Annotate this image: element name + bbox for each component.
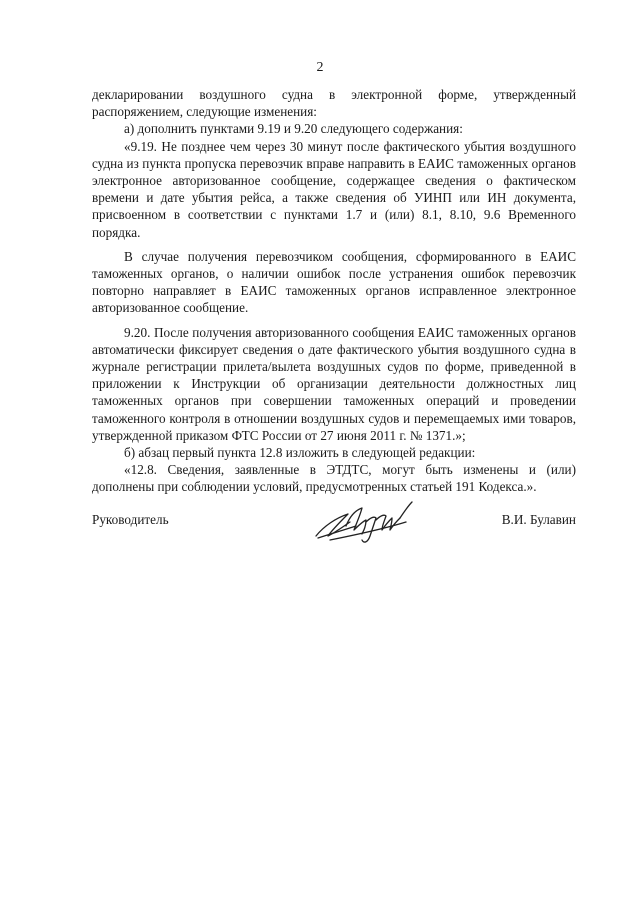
paragraph-item-b: б) абзац первый пункта 12.8 изложить в следующей редакции: [124,445,476,461]
paragraph-continuation: декларировании воздушного судна в электронной форме, утвержденный распоряжением, следующие изменения: [92,87,576,120]
paragraph-9-20: 9.20. После получения авторизованного сообщения ЕАИС таможенных органов автоматически фиксирует сведения о дате фактического убытия воздушного судна в журнале регистрации прилета/вылета воздушных судов по форме, приведенной в приложении к Инструкции об организации деятельности должностных лиц таможенных органов при совершении таможенных операций и проведении таможенного контроля в отношении воздушных судов и перемещаемых ими товаров, утвержденной приказом ФТС России от 27 июня 2011 г. № 1371.»; [92,324,576,443]
document-body [92,86,576,496]
signature-block [92,496,576,556]
handwritten-signature [310,496,420,546]
page-number: 2 [316,60,324,75]
paragraph-9-19: «9.19. Не позднее чем через 30 минут после фактического убытия воздушного судна из пункта пропуска перевозчик вправе направить в ЕАИС таможенных органов электронное авторизованное сообщение, содержащее сведения о фактическом времени и дате убытия рейса, а также сведения об УИНП или ИН документа, присвоенном в соответствии с пунктами 1.7 и (или) 8.1, 8.10, 9.6 Временного порядка. [92,138,576,240]
signatory-name: В.И. Булавин [501,512,576,527]
signatory-title: Руководитель [92,512,169,527]
paragraph-errors: В случае получения перевозчиком сообщения, сформированного в ЕАИС таможенных органов, о наличии ошибок после устранения ошибок перевозчик повторно направляет в ЕАИС таможенных органов исправленное электронное авторизованное сообщение. [92,248,576,316]
paragraph-item-a: а) дополнить пунктами 9.19 и 9.20 следующего содержания: [124,121,463,137]
paragraph-12-8: «12.8. Сведения, заявленные в ЭТДТС, могут быть изменены и (или) дополнены при соблюдении условий, предусмотренных статьей 191 Кодекса.». [92,462,576,495]
